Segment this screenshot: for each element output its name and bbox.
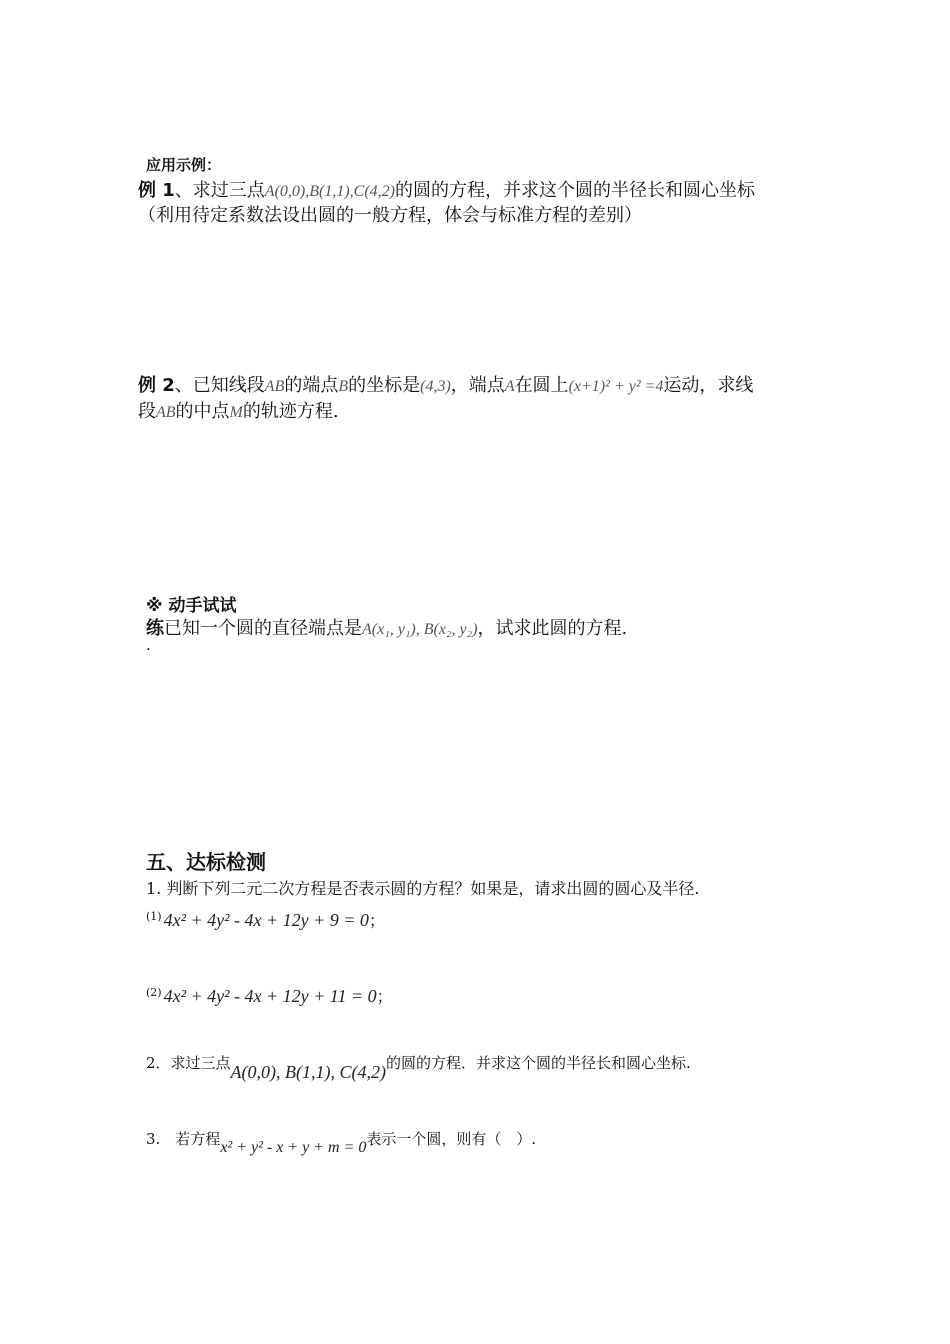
example-1-note: （利用待定系数法设出圆的一般方程，体会与标准方程的差别） — [138, 205, 642, 226]
example-2-text-b: 的端点 — [284, 375, 339, 396]
example-2-line-1 — [138, 371, 753, 397]
example-2-text-c: 的坐标是 — [348, 375, 421, 396]
point-m: M — [229, 404, 243, 421]
question-2 — [146, 1052, 691, 1082]
segment-ab-2: AB — [156, 404, 176, 421]
question-1-2 — [146, 984, 393, 1007]
practice-line — [146, 614, 627, 640]
q2-points: A(0,0), B(1,1), C(4,2) — [230, 1062, 387, 1082]
example-2-text-e: 在圆上 — [514, 375, 569, 396]
example-1-points: A(0,0),B(1,1),C(4,2) — [264, 183, 395, 200]
question-3 — [146, 1128, 537, 1156]
q2-text-b: 的圆的方程．并求这个圆的半径长和圆心坐标. — [386, 1054, 691, 1072]
section-title-try: ※ 动手试试 — [146, 596, 237, 616]
q3-text-a: 3. 若方程 — [146, 1130, 221, 1148]
q2-text-a: 2．求过三点 — [146, 1054, 231, 1072]
practice-text-b: ，试求此圆的方程. — [477, 618, 628, 639]
example-2-text-a: 、已知线段 — [174, 375, 265, 396]
diameter-endpoints: A(x₁, y₁), B(x₂, y₂) — [362, 621, 478, 638]
example-1-line — [138, 176, 755, 202]
q1-2-end: ； — [376, 987, 393, 1006]
stray-dot: . — [146, 636, 151, 654]
example-2-text-d: ，端点 — [450, 375, 505, 396]
question-1-1 — [146, 908, 385, 931]
example-2-label: 例 2 — [138, 375, 175, 396]
example-2-text-f: 运动，求线 — [663, 375, 754, 396]
example-2-line-2 — [138, 397, 339, 423]
question-1: 1. 判断下列二元二次方程是否表示圆的方程？如果是，请求出圆的圆心及半径. — [146, 879, 700, 898]
point-b-coord: (4,3) — [420, 378, 451, 395]
practice-label: 练 — [146, 618, 164, 639]
example-2-line2-c: 的轨迹方程. — [242, 401, 339, 422]
q1-1-equation: 4x² + 4y² - 4x + 12y + 9 = 0 — [163, 910, 369, 930]
example-2-line2-b: 的中点 — [175, 401, 230, 422]
section-title-examples: 应用示例： — [146, 156, 222, 174]
q3-equation: x² + y² - x + y + m = 0 — [220, 1139, 367, 1156]
q3-text-b: 表示一个圆，则有（ ）. — [366, 1130, 537, 1148]
example-2-line2-a: 段 — [138, 401, 156, 422]
q1-2-label: (2) — [146, 985, 162, 999]
example-1-text-b: 的圆的方程，并求这个圆的半径长和圆心坐标 — [394, 180, 755, 201]
circle-equation: (x+1)² + y² =4 — [568, 378, 664, 395]
point-b: B — [338, 378, 349, 395]
practice-text-a: 已知一个圆的直径端点是 — [164, 618, 362, 639]
point-a: A — [504, 378, 515, 395]
q1-1-label: (1) — [146, 909, 162, 923]
example-1-label: 例 1 — [138, 180, 175, 201]
q1-1-end: ； — [368, 911, 385, 930]
q1-2-equation: 4x² + 4y² - 4x + 12y + 11 = 0 — [163, 986, 377, 1006]
example-1-text-a: 、求过三点 — [174, 180, 265, 201]
segment-ab: AB — [264, 378, 285, 395]
section-title-test: 五、达标检测 — [146, 850, 266, 874]
